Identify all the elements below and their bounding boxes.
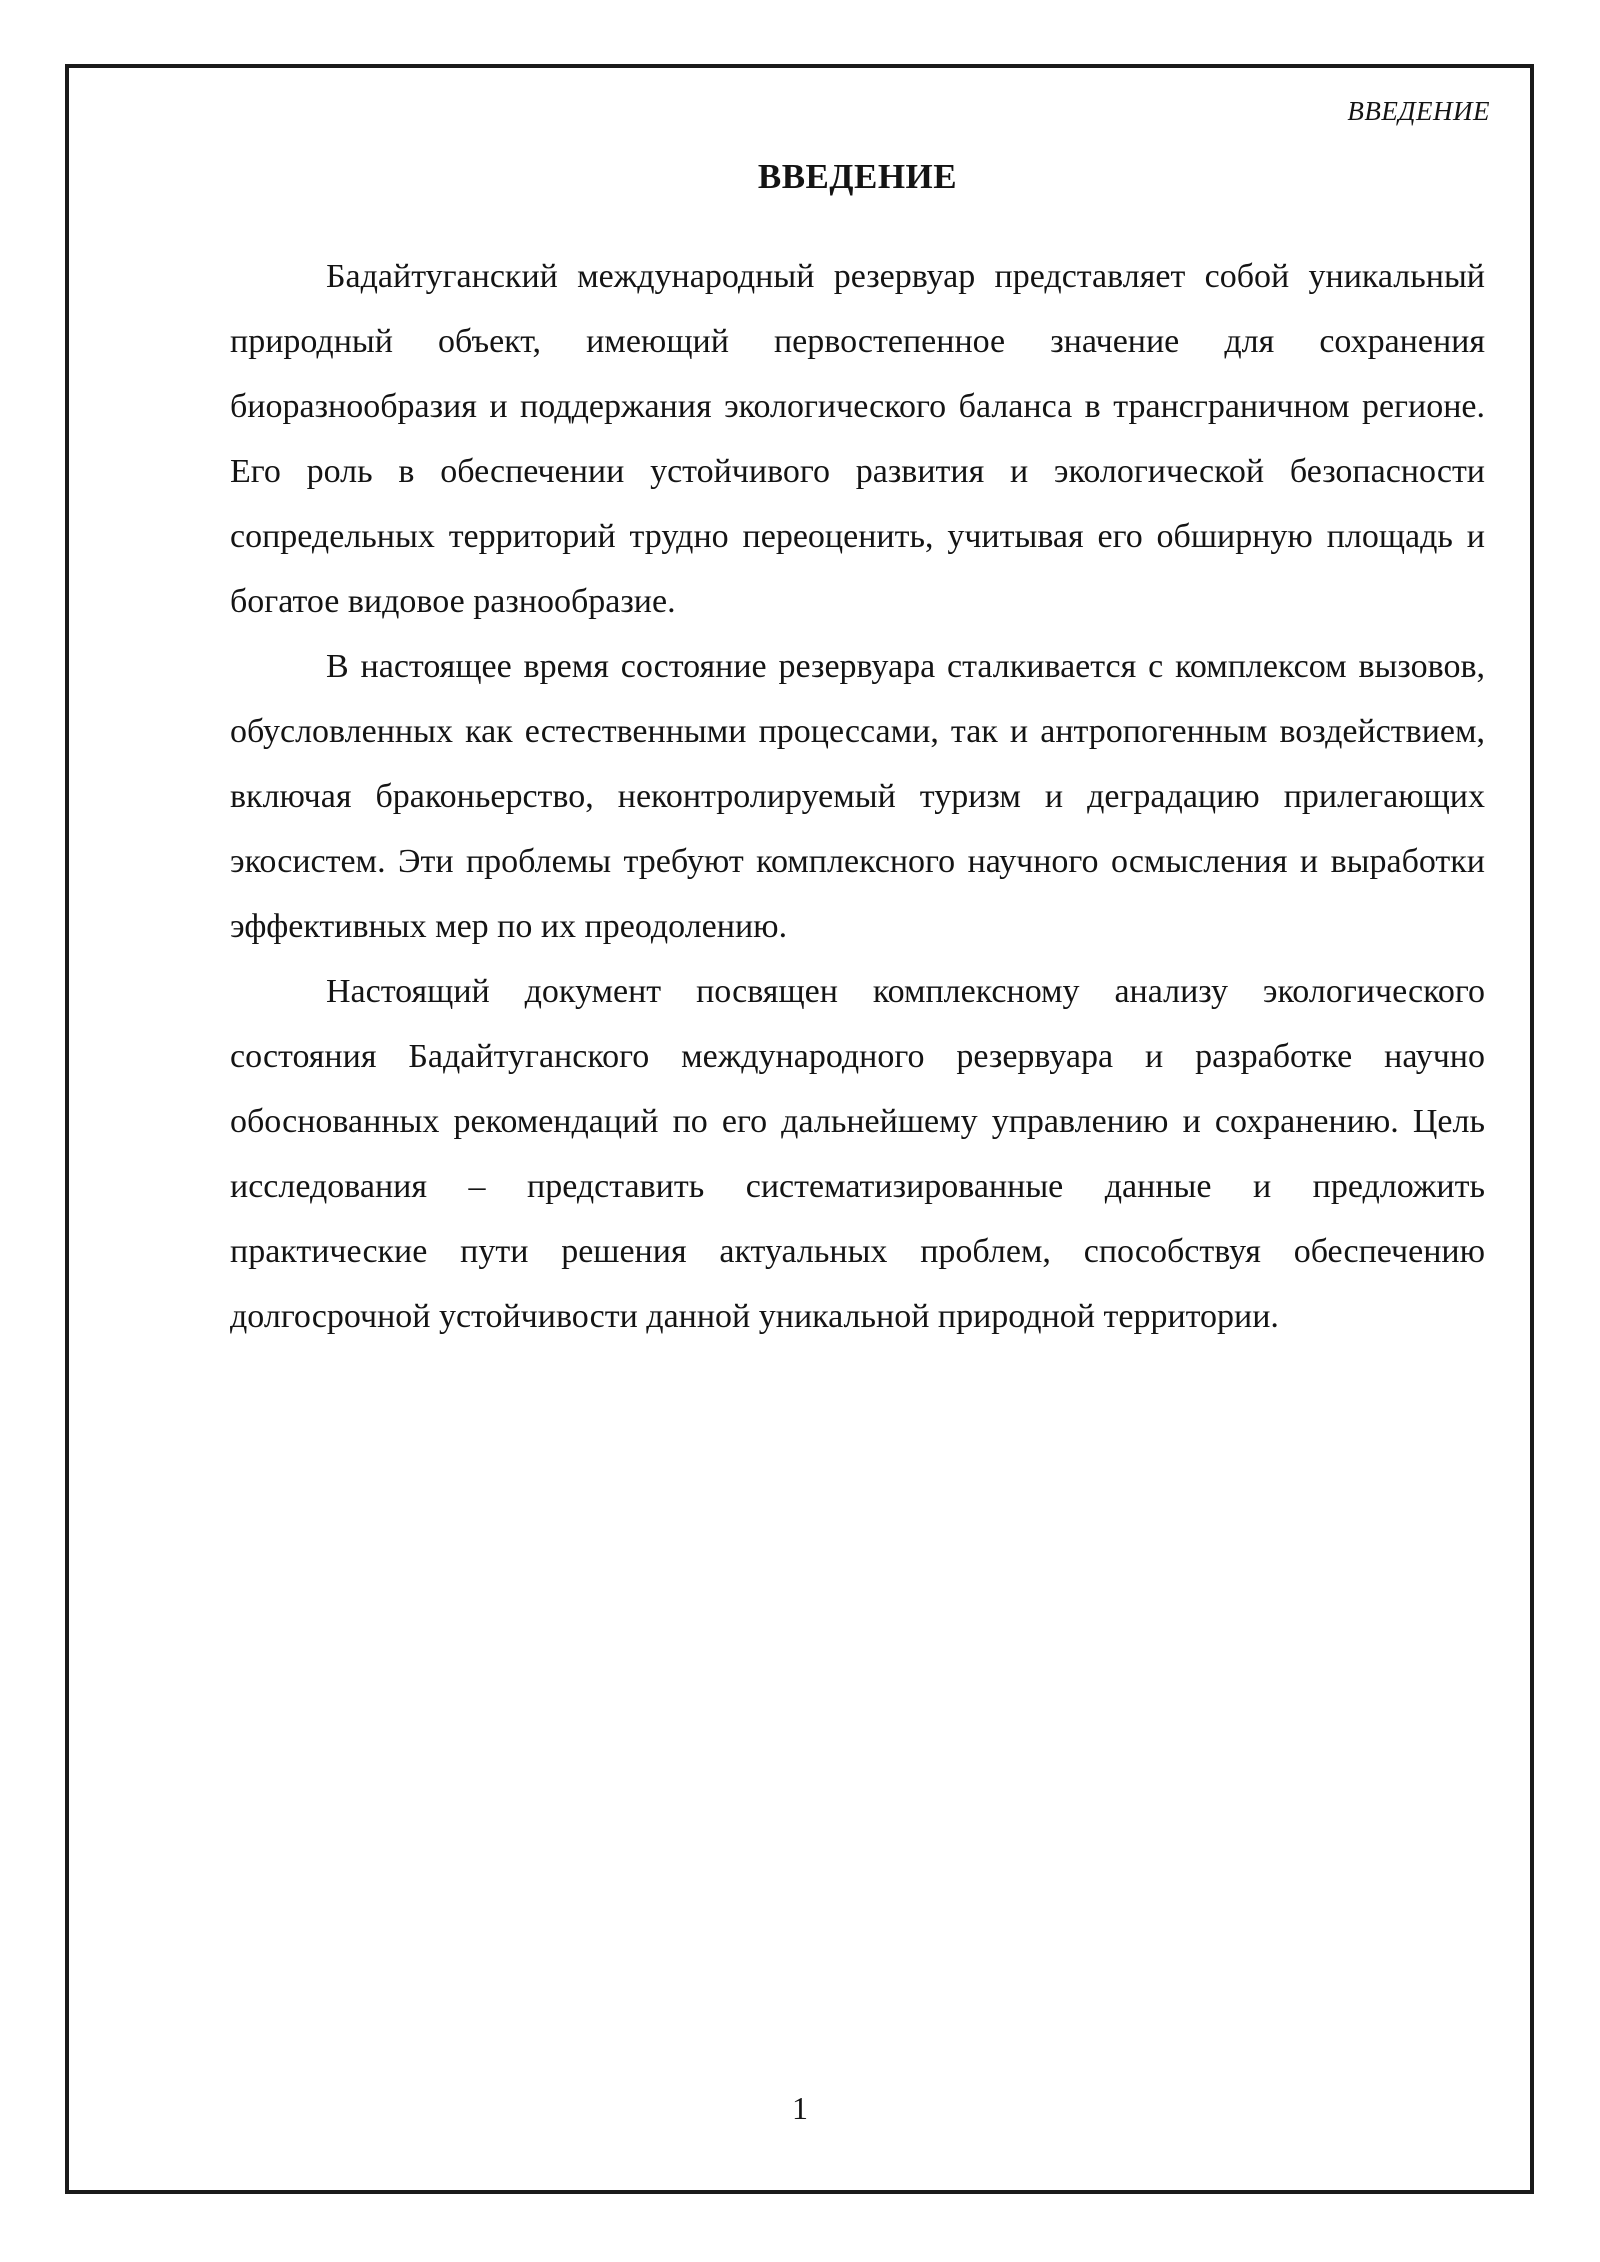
paragraph: Настоящий документ посвящен комплексному анализу экологического состояния Бадайтуганского международного резервуара и разработке научно обоснованных рекомендаций по его дальнейшему управлению и сохранению. Цель исследования – представить систематизированные данные и предложить практические пути решения актуальных проблем, способствуя обеспечению долгосрочной устойчивости данной уникальной природной территории.	[230, 973, 1485, 1335]
body-text	[230, 244, 1485, 1349]
running-header: ВВЕДЕНИЕ	[1347, 96, 1490, 126]
paragraph: В настоящее время состояние резервуара сталкивается с комплексом вызовов, обусловленных как естественными процессами, так и антропогенным воздействием, включая браконьерство, неконтролируемый туризм и деградацию прилегающих экосистем. Эти проблемы требуют комплексного научного осмысления и выработки эффективных мер по их преодолению.	[230, 648, 1485, 945]
page-title: ВВЕДЕНИЕ	[757, 157, 958, 196]
page-number: 1	[792, 2090, 808, 2126]
paragraph: Бадайтуганский международный резервуар представляет собой уникальный природный объект, имеющий первостепенное значение для сохранения биоразнообразия и поддержания экологического баланса в трансграничном регионе. Его роль в обеспечении устойчивого развития и экологической безопасности сопредельных территорий трудно переоценить, учитывая его обширную площадь и богатое видовое разнообразие.	[230, 258, 1485, 620]
